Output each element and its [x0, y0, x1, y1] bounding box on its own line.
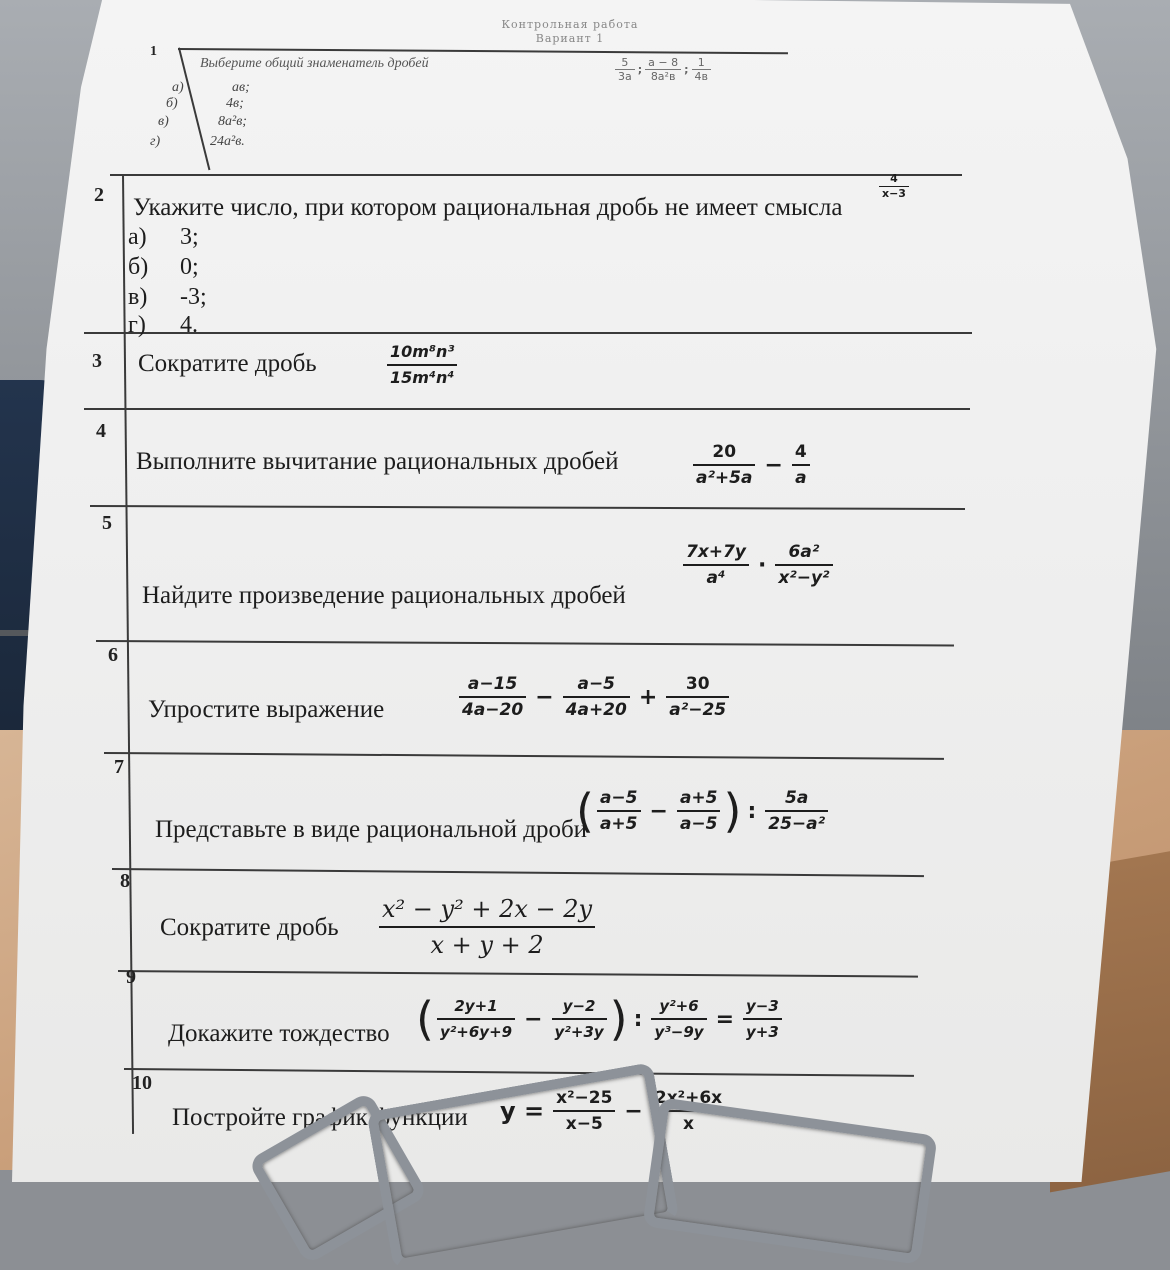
task-1-prompt: Выберите общий знаменатель дробей	[200, 56, 429, 71]
row-divider-7	[112, 868, 924, 877]
header-title: Контрольная работа	[501, 18, 639, 31]
task-4-number: 4	[96, 420, 106, 442]
task-1-option-c: в) 8a²в;	[158, 114, 247, 129]
task-8-number: 8	[120, 870, 130, 892]
task-5-prompt: Найдите произведение рациональных дробей	[142, 582, 626, 609]
task-1-fractions: $\frac{5}{3a}$ ; $\frac{a - 8}{\text{8a²в}}$ ; $\frac{1}{4в}$	[612, 56, 714, 83]
worksheet-header	[440, 18, 700, 46]
task-2-option-c: в) -3;	[128, 284, 207, 310]
task-9-expression: ( $\frac{2y+1}{\text{y²+6y+9}}$ − $\frac{y-2}{\text{y²+3y}}$ ) : $\frac{\text{y²+6}}{\text{y³−9y}}$ = $\frac{y-3}{y+3}$	[416, 994, 785, 1044]
task-1-option-b: б) 4в;	[166, 96, 244, 111]
row-divider-2	[84, 332, 972, 334]
task-1-option-a: а) ав;	[172, 80, 250, 95]
task-5-number: 5	[102, 512, 112, 534]
row-divider-8	[118, 970, 918, 978]
task-10-prompt: Постройте график функции	[172, 1104, 468, 1131]
task-2-option-a: а) 3;	[128, 224, 199, 250]
task-4-expression: $\frac{20}{\text{a²+5a}}$ − $\frac{4}{a}$	[690, 440, 813, 490]
task-6-number: 6	[108, 644, 118, 666]
row-divider-5	[96, 640, 954, 646]
row-divider-3	[84, 408, 970, 410]
task-3-fraction: $\frac{\text{10m⁸n³}}{\text{15m⁴n⁴}}$	[384, 340, 460, 390]
task-8-fraction: $\frac{\text{x² − y² + 2x − 2y}}{x + y + 2}$	[376, 892, 598, 962]
task-2-option-d: г) 4.	[128, 312, 198, 338]
task-1-fraction-3: $\frac{1}{4в}$	[692, 56, 711, 83]
table-top-border	[178, 48, 788, 54]
task-2-prompt: Укажите число, при котором рациональная дробь не имеет смысла	[133, 194, 843, 221]
row-divider-1	[110, 174, 962, 176]
task-3-prompt: Сократите дробь	[138, 350, 317, 377]
task-8-prompt: Сократите дробь	[160, 914, 339, 941]
row-divider-6	[104, 752, 944, 760]
task-7-number: 7	[114, 756, 124, 778]
task-5-expression: $\frac{7x+7y}{\text{a⁴}}$ · $\frac{\text{6a²}}{\text{x²−y²}}$	[680, 540, 836, 590]
task-1-option-d: г) 24a²в.	[150, 134, 245, 149]
header-variant: Вариант 1	[535, 32, 605, 45]
task-9-number: 9	[126, 966, 136, 988]
task-10-number: 10	[132, 1072, 152, 1094]
task-4-prompt: Выполните вычитание рациональных дробей	[136, 448, 619, 475]
task-10-expression: y = $\frac{\text{x²−25}}{x-5}$ − $\frac{\text{2x²+6x}}{x}$	[500, 1086, 728, 1136]
row-divider-9	[124, 1068, 914, 1077]
task-1-number: 1	[150, 44, 157, 59]
task-7-prompt: Представьте в виде рациональной дроби	[155, 816, 588, 843]
task-1-fraction-2: $\frac{a - 8}{\text{8a²в}}$	[645, 56, 681, 83]
task-2-option-b: б) 0;	[128, 254, 199, 280]
task-9-prompt: Докажите тождество	[168, 1020, 390, 1047]
task-3-number: 3	[92, 350, 102, 372]
task-2-number: 2	[94, 184, 104, 206]
task-1-fraction-1: $\frac{5}{3a}$	[615, 56, 635, 83]
task-7-expression: ( $\frac{a-5}{a+5}$ − $\frac{a+5}{a-5}$ ) : $\frac{5a}{\text{25−a²}}$	[576, 786, 831, 836]
row-divider-4	[90, 505, 965, 510]
task-2-fraction: $\frac{4}{x-3}$	[876, 172, 912, 201]
task-6-expression: $\frac{a-15}{4a-20}$ − $\frac{a-5}{4a+20}$ + $\frac{30}{\text{a²−25}}$	[456, 672, 732, 722]
task-6-prompt: Упростите выражение	[148, 696, 385, 723]
